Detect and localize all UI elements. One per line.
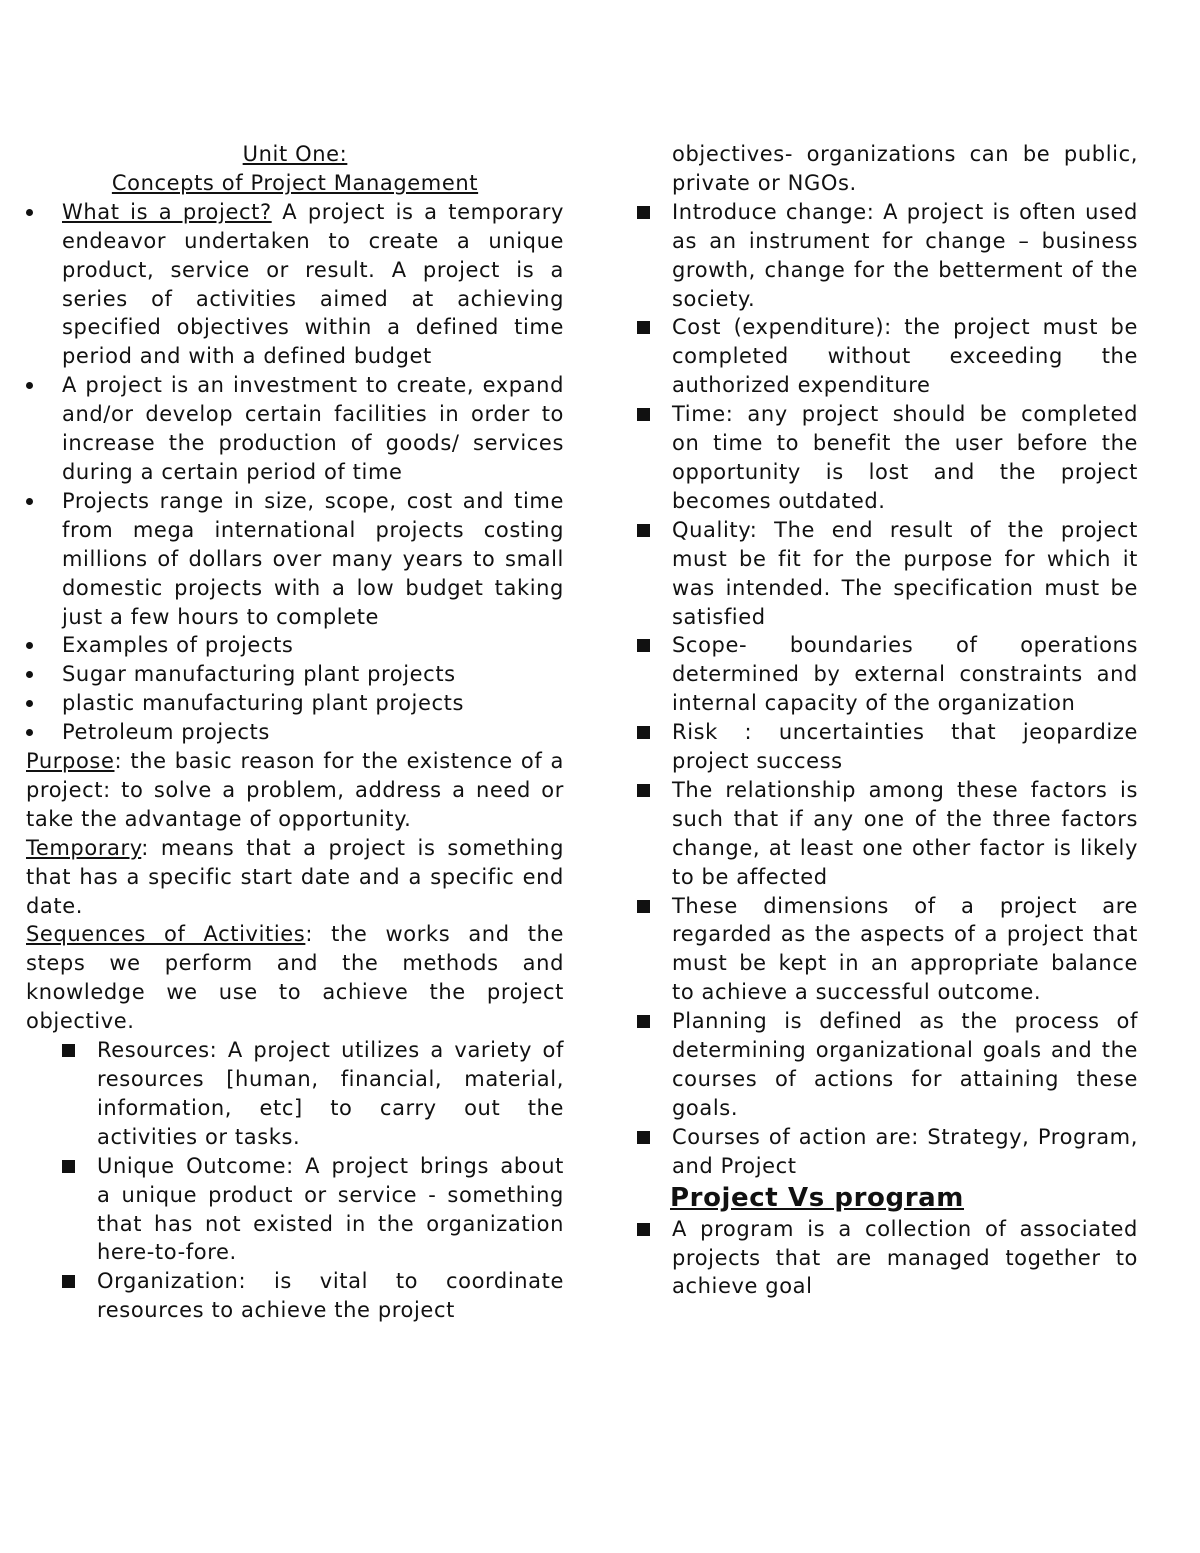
list-item <box>636 400 1138 516</box>
item-text: These dimensions of a project are regarded as the aspects of a project that must be kept in an appropriate balance to achieve a successful outcome. <box>672 893 1138 1005</box>
item-text: Quality: The end result of the project must be fit for the purpose for which it was intended. The specification must be satisfied <box>672 517 1138 629</box>
list-item <box>26 718 564 747</box>
left-column <box>26 140 564 1325</box>
list-item <box>61 1152 564 1268</box>
section-heading: Project Vs program <box>670 1182 964 1213</box>
item-text: Sugar manufacturing plant projects <box>62 662 456 687</box>
list-item <box>26 689 564 718</box>
bullet-square-icon <box>637 1131 650 1144</box>
bullet-square-icon <box>637 900 650 913</box>
unit-subtitle: Concepts of Project Management <box>111 170 479 195</box>
list-item <box>26 487 564 632</box>
item-text: Scope- boundaries of operations determined by external constraints and internal capacity of the organization <box>672 633 1138 716</box>
list-item <box>26 371 564 487</box>
list-item <box>636 198 1138 314</box>
bullet-square-icon <box>62 1275 75 1288</box>
list-item <box>636 1007 1138 1123</box>
item-text: A project is a temporary endeavor undertaken to create a unique product, service or result. A project is a series of activities aimed at achieving specified objectives within a defined time period and with a defined budget <box>62 199 564 369</box>
item-text: Unique Outcome: A project brings about a unique product or service - something that has not existed in the organization here-to-fore. <box>97 1153 564 1265</box>
list-item-continuation <box>636 140 1138 198</box>
item-text: Resources: A project utilizes a variety of resources [human, financial, material, information, etc] to carry out the activities or tasks. <box>97 1038 564 1149</box>
round-bullet-list <box>26 198 564 747</box>
list-item <box>26 631 564 660</box>
bullet-dot-icon <box>26 498 33 505</box>
list-item <box>61 1036 564 1152</box>
bullet-square-icon <box>637 726 650 739</box>
bullet-dot-icon <box>26 209 33 216</box>
bullet-square-icon <box>62 1044 75 1057</box>
list-item <box>636 516 1138 632</box>
item-text: plastic manufacturing plant projects <box>62 691 465 716</box>
bullet-square-icon <box>637 321 650 334</box>
definition-paragraph <box>26 920 564 1036</box>
bullet-square-icon <box>637 206 650 219</box>
bullet-dot-icon <box>26 382 33 389</box>
term-label: What is a project? <box>62 199 272 224</box>
item-text: Time: any project should be completed on time to benefit the user before the opportunity is lost and the project becomes outdated. <box>672 402 1138 513</box>
bullet-dot-icon <box>26 700 33 707</box>
square-bullet-list <box>61 1036 564 1325</box>
item-text: Petroleum projects <box>62 720 270 745</box>
list-item <box>636 776 1138 892</box>
item-text: Risk : uncertainties that jeopardize project success <box>672 720 1138 774</box>
list-item <box>61 1267 564 1325</box>
list-item <box>636 631 1138 718</box>
definition-paragraph <box>26 747 564 834</box>
bullet-square-icon <box>637 784 650 797</box>
item-text: Organization: is vital to coordinate resources to achieve the project <box>97 1269 564 1323</box>
square-bullet-list <box>636 1215 1138 1302</box>
definition-text: : means that a project is something that has a specific start date and a specific end date. <box>26 835 564 918</box>
list-item <box>636 892 1138 1008</box>
definition-text: : the works and the steps we perform and the methods and knowledge we use to achieve the project objective. <box>26 922 564 1034</box>
bullet-dot-icon <box>26 671 33 678</box>
term-label: Sequences of Activities <box>26 922 306 947</box>
list-item <box>636 1215 1138 1302</box>
definition-paragraph <box>26 834 564 921</box>
item-text: objectives- organizations can be public, private or NGOs. <box>672 142 1138 195</box>
unit-title: Unit One: <box>242 142 348 166</box>
list-item <box>636 1123 1138 1181</box>
bullet-square-icon <box>62 1160 75 1173</box>
item-text: A project is an investment to create, expand and/or develop certain facilities in order to increase the production of goods/ services during a certain period of time <box>62 373 564 484</box>
list-item <box>636 718 1138 776</box>
list-item <box>636 313 1138 400</box>
item-text: Examples of projects <box>62 633 294 658</box>
bullet-square-icon <box>637 1015 650 1028</box>
item-text: Planning is defined as the process of determining organizational goals and the courses of actions for attaining these goals. <box>672 1009 1138 1120</box>
item-text: The relationship among these factors is such that if any one of the three factors change, at least one other factor is likely to be affected <box>672 777 1138 889</box>
definition-text: : the basic reason for the existence of a project: to solve a problem, address a need or take the advantage of opportunity. <box>26 749 564 831</box>
bullet-square-icon <box>637 408 650 421</box>
bullet-square-icon <box>637 524 650 537</box>
right-column <box>636 140 1138 1301</box>
item-text: A program is a collection of associated projects that are managed together to achieve goal <box>672 1216 1138 1299</box>
list-item <box>26 198 564 371</box>
item-text: Projects range in size, scope, cost and time from mega international projects costing millions of dollars over many years to small domestic projects with a low budget taking just a few hours to complete <box>62 488 564 629</box>
bullet-dot-icon <box>26 729 33 736</box>
term-label: Temporary <box>26 835 142 860</box>
square-bullet-list <box>636 140 1138 1181</box>
item-text: Introduce change: A project is often used as an instrument for change – business growth, change for the betterment of the society. <box>672 199 1138 311</box>
item-text: Cost (expenditure): the project must be completed without exceeding the authorized expenditure <box>672 315 1138 398</box>
item-text: Courses of action are: Strategy, Program, and Project <box>672 1124 1138 1178</box>
bullet-dot-icon <box>26 642 33 649</box>
bullet-square-icon <box>637 639 650 652</box>
list-item <box>26 660 564 689</box>
bullet-square-icon <box>637 1223 650 1236</box>
term-label: Purpose <box>26 749 115 774</box>
